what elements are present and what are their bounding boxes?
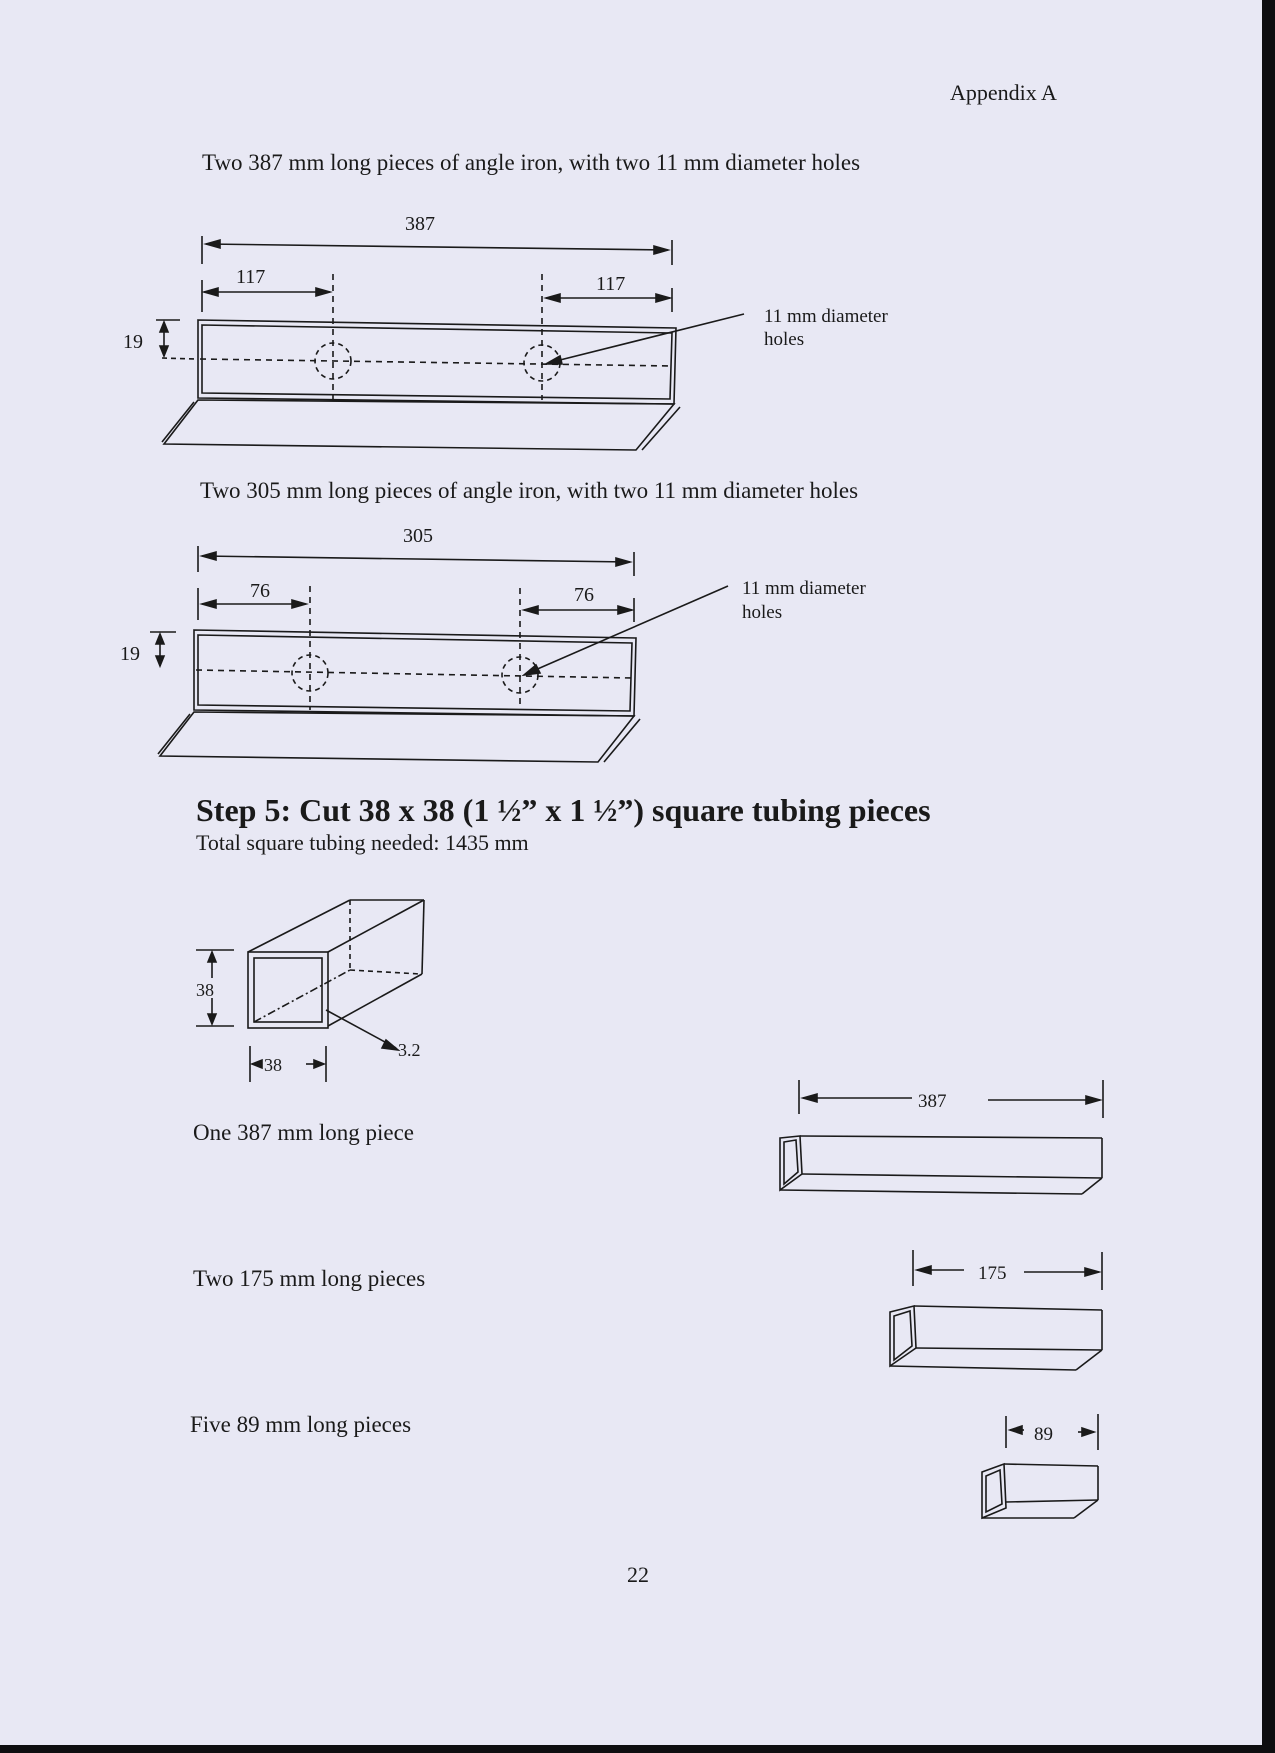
hole-label-305-line2: holes (742, 602, 783, 623)
piece-length-387: 387 (918, 1091, 947, 1112)
hole-label-line2: holes (764, 329, 805, 350)
step5-heading: Step 5: Cut 38 x 38 (1 ½” x 1 ½”) square tubing pieces (196, 792, 931, 828)
tube-width-label: 38 (264, 1055, 282, 1075)
piece-label-175: Two 175 mm long pieces (193, 1266, 426, 1291)
appendix-header: Appendix A (950, 80, 1057, 105)
dim-left-76: 76 (250, 580, 270, 602)
tube-height-label: 38 (196, 980, 214, 1000)
wall-thickness-label: 3.2 (398, 1040, 421, 1060)
dim-height-19: 19 (123, 331, 143, 353)
total-tubing-needed: Total square tubing needed: 1435 mm (196, 830, 529, 855)
caption-angle-305: Two 305 mm long pieces of angle iron, with two 11 mm diameter holes (200, 478, 859, 503)
piece-label-387: One 387 mm long piece (193, 1120, 415, 1145)
page-number: 22 (627, 1562, 649, 1587)
hole-label-line1: 11 mm diameter (764, 306, 888, 327)
piece-length-89: 89 (1034, 1424, 1053, 1445)
dim-right-76: 76 (574, 584, 594, 606)
dim-left-117: 117 (236, 266, 266, 288)
dim-overall-387: 387 (405, 213, 435, 235)
piece-length-175: 175 (978, 1263, 1007, 1284)
dim-right-117: 117 (596, 273, 626, 295)
caption-angle-387: Two 387 mm long pieces of angle iron, with two 11 mm diameter holes (202, 150, 861, 175)
piece-label-89: Five 89 mm long pieces (190, 1412, 412, 1437)
dim-height-19-b: 19 (120, 643, 140, 665)
dim-overall-305: 305 (403, 525, 433, 547)
hole-label-305-line1: 11 mm diameter (742, 578, 866, 599)
